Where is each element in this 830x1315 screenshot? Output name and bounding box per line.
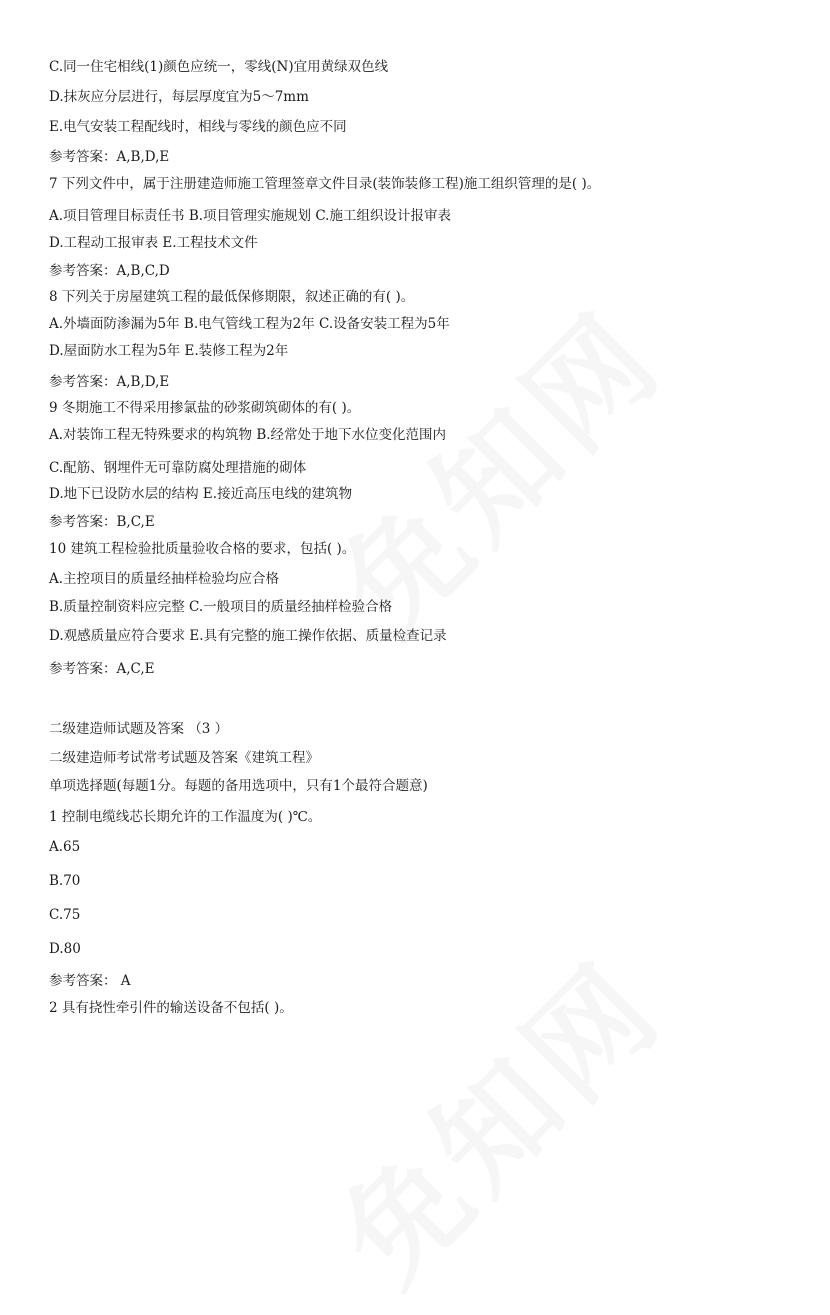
answer-line: 参考答案：A,B,D,E	[49, 149, 170, 165]
section-subtitle: 二级建造师考试常考试题及答案《建筑工程》	[49, 750, 319, 766]
option-line: B.70	[49, 873, 81, 889]
question-line: 10 建筑工程检验批质量验收合格的要求，包括( )。	[49, 541, 356, 557]
section-instructions: 单项选择题(每题1分。每题的备用选项中，只有1个最符合题意)	[49, 778, 428, 794]
answer-line: 参考答案：B,C,E	[49, 514, 155, 530]
answer-line: 参考答案：A,C,E	[49, 661, 155, 677]
section-heading: 二级建造师试题及答案 （3 ）	[49, 721, 229, 737]
option-line: A.65	[49, 839, 81, 855]
option-line: D.工程动工报审表 E.工程技术文件	[49, 235, 258, 251]
question-line: 8 下列关于房屋建筑工程的最低保修期限，叙述正确的有( )。	[49, 289, 415, 305]
option-line: C.配筋、钢埋件无可靠防腐处理措施的砌体	[49, 460, 307, 476]
answer-line: 参考答案：A,B,D,E	[49, 374, 170, 390]
answer-line: 参考答案：A,B,C,D	[49, 263, 170, 279]
option-line: B.质量控制资料应完整 C.一般项目的质量经抽样检验合格	[49, 599, 393, 615]
option-line: A.外墙面防渗漏为5年 B.电气管线工程为2年 C.设备安装工程为5年	[49, 316, 450, 332]
option-line: D.观感质量应符合要求 E.具有完整的施工操作依据、质量检查记录	[49, 628, 447, 644]
option-line: D.80	[49, 941, 81, 957]
option-line: A.对装饰工程无特殊要求的构筑物 B.经常处于地下水位变化范围内	[49, 427, 447, 443]
option-line: E.电气安装工程配线时，相线与零线的颜色应不同	[49, 119, 347, 135]
answer-line: 参考答案： A	[49, 973, 131, 989]
question-line: 2 具有挠性牵引件的输送设备不包括( )。	[49, 1000, 293, 1016]
option-line: D.抹灰应分层进行，每层厚度宜为5～7mm	[49, 89, 309, 105]
option-line: C.同一住宅相线(1)颜色应统一，零线(N)宜用黄绿双色线	[49, 59, 389, 75]
option-line: D.地下已设防水层的结构 E.接近高压电线的建筑物	[49, 486, 353, 502]
watermark-lower	[296, 917, 693, 1314]
question-line: 1 控制电缆线芯长期允许的工作温度为( )℃。	[49, 809, 322, 825]
option-line: D.屋面防水工程为5年 E.装修工程为2年	[49, 343, 289, 359]
option-line: C.75	[49, 907, 81, 923]
option-line: A.主控项目的质量经抽样检验均应合格	[49, 571, 280, 587]
question-line: 7 下列文件中，属于注册建造师施工管理签章文件目录(装饰装修工程)施工组织管理的是( )。	[49, 176, 601, 192]
option-line: A.项目管理目标责任书 B.项目管理实施规划 C.施工组织设计报审表	[49, 208, 451, 224]
question-line: 9 冬期施工不得采用掺氯盐的砂浆砌筑砌体的有( )。	[49, 400, 361, 416]
